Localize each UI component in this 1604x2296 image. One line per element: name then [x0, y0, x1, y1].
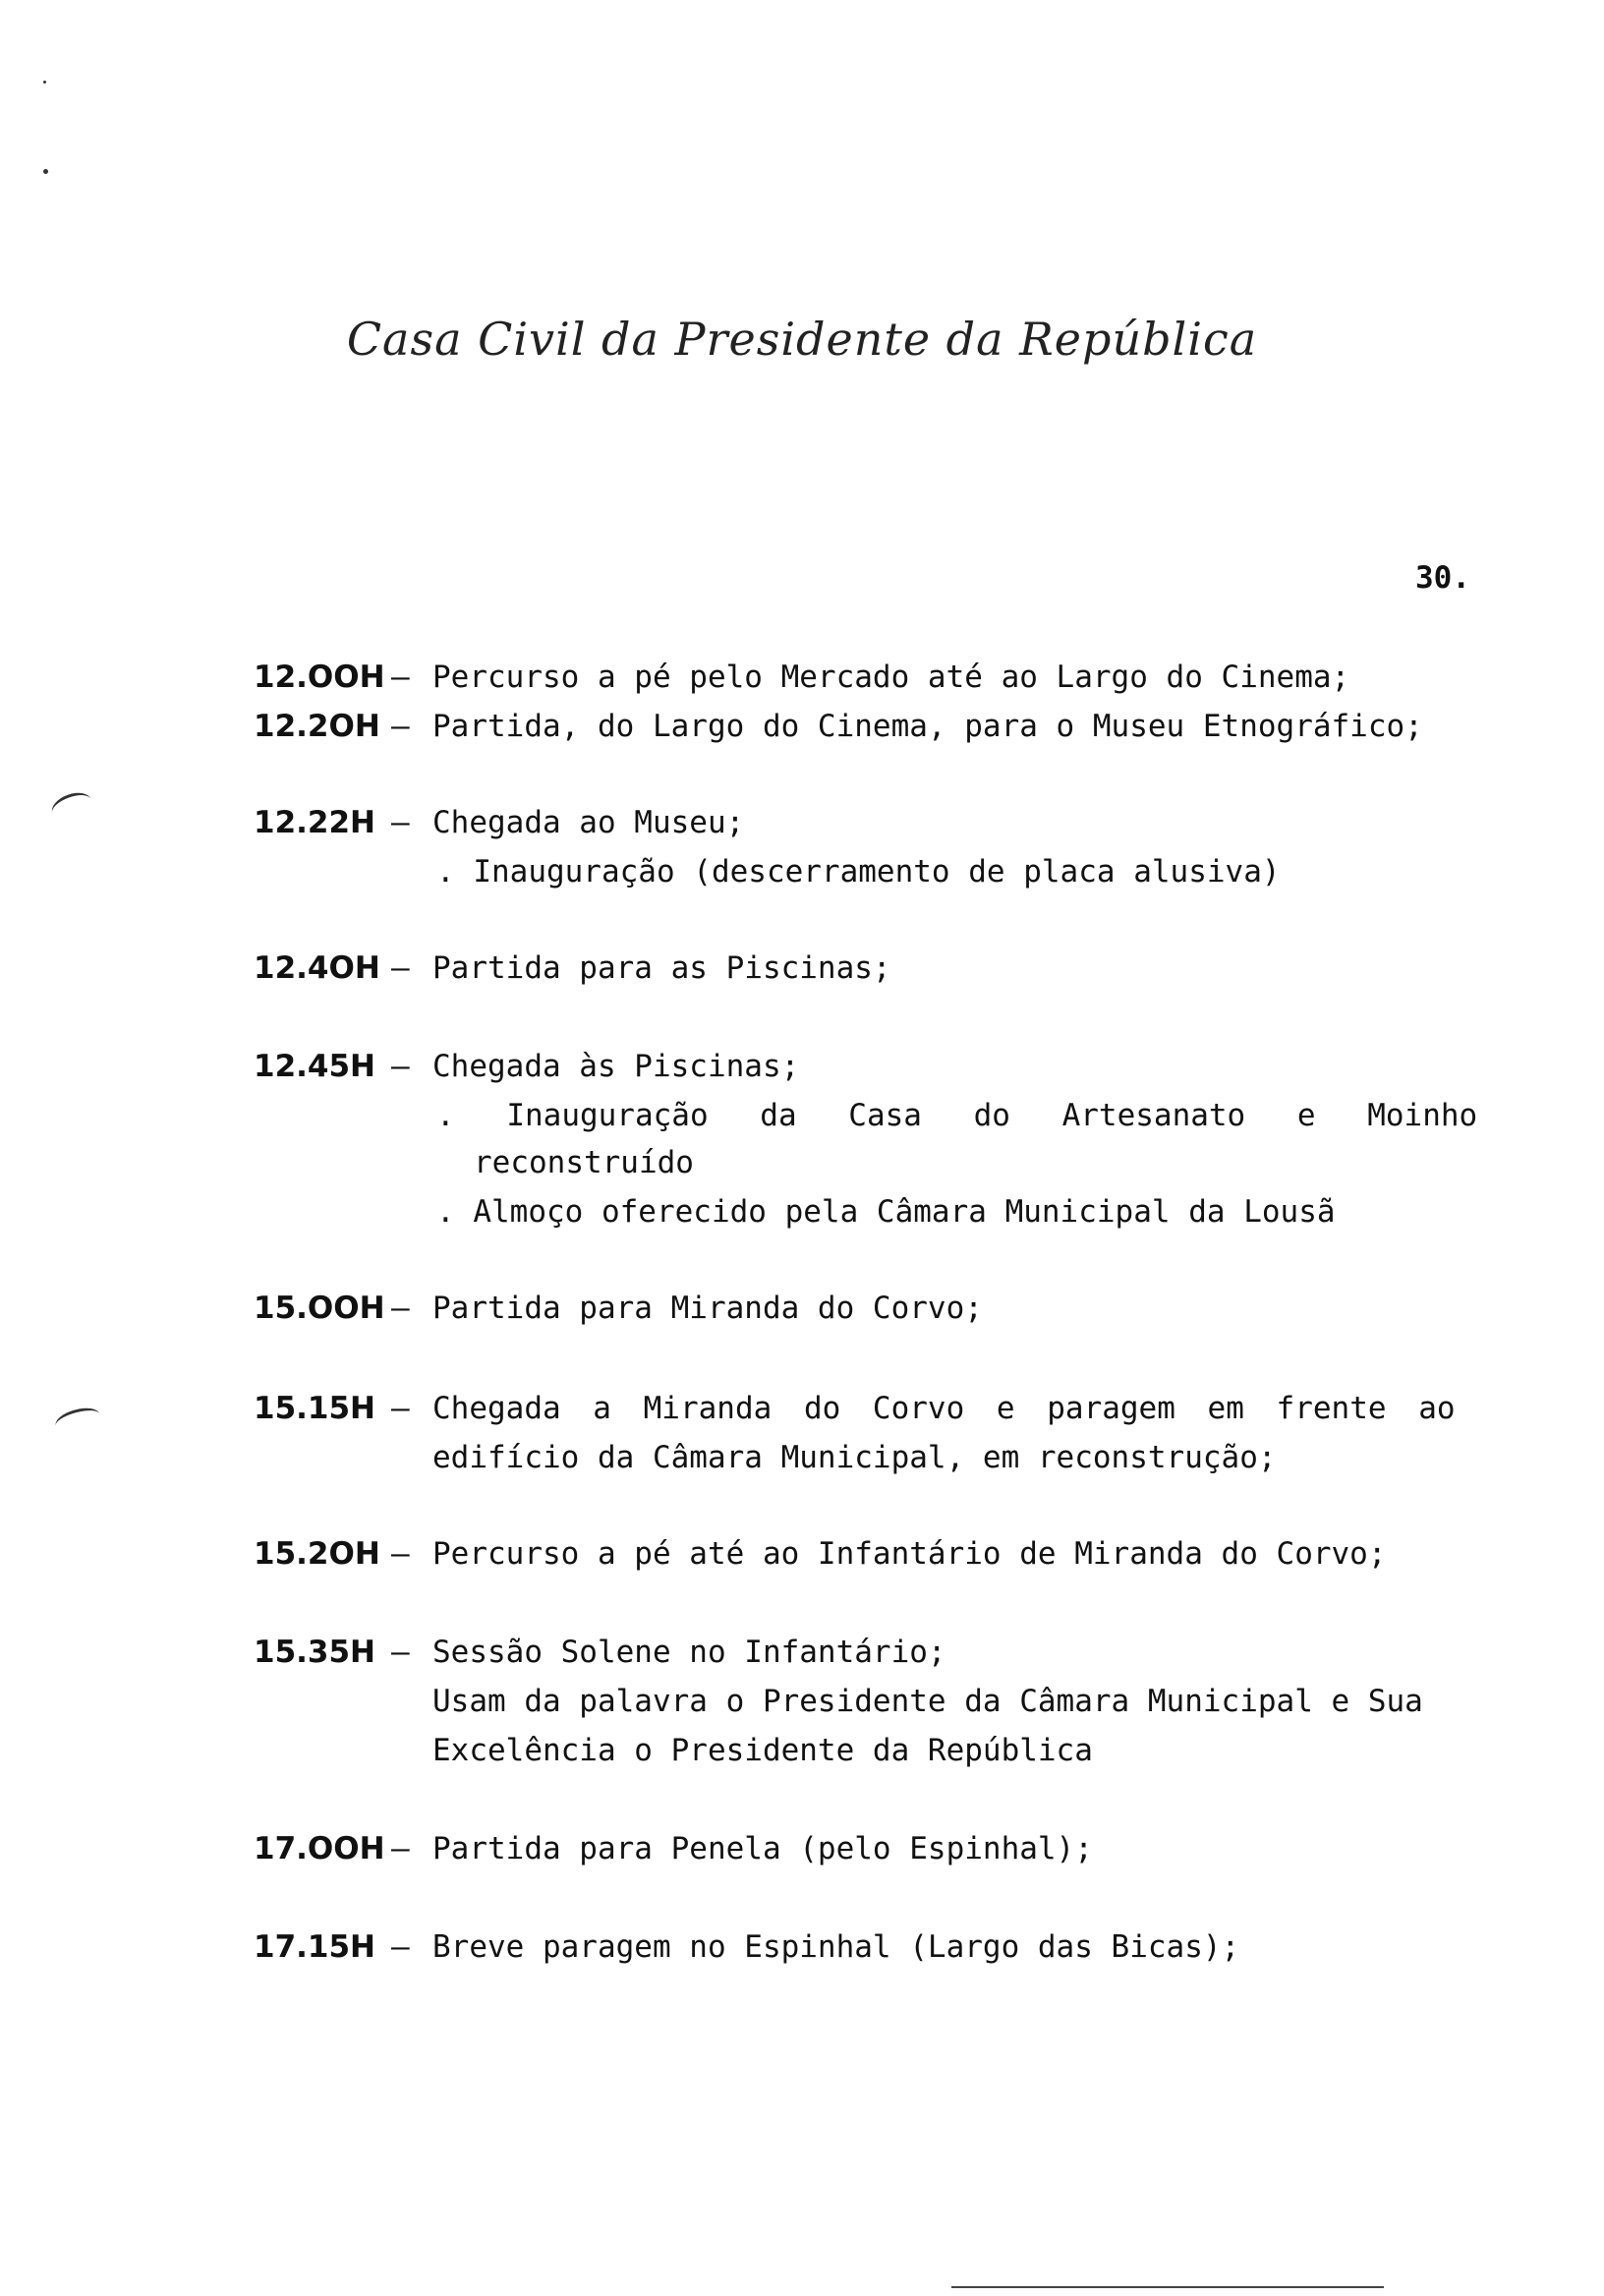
entry-dash: – — [391, 950, 410, 986]
entry-subitem: . Almoço oferecido pela Câmara Municipal da Lousã — [436, 1194, 1336, 1230]
entry-time: 17.OOH — [254, 1831, 385, 1866]
entry-time: 12.45H — [254, 1049, 375, 1084]
binding-mark — [53, 1404, 102, 1435]
entry-text: Partida para Penela (pelo Espinhal); — [432, 1831, 1093, 1866]
entry-time: 12.OOH — [254, 660, 385, 695]
entry-dash: – — [391, 1831, 410, 1866]
entry-text-continued: Excelência o Presidente da República — [432, 1733, 1093, 1768]
entry-dash: – — [391, 1049, 410, 1084]
binding-mark — [48, 788, 95, 826]
footer-rule — [951, 2286, 1384, 2288]
entry-dash: – — [391, 660, 410, 695]
scan-mark — [43, 81, 46, 84]
entry-dash: – — [391, 1536, 410, 1572]
entry-text: Breve paragem no Espinhal (Largo das Bicas); — [432, 1929, 1240, 1965]
entry-dash: – — [391, 1635, 410, 1670]
page-number: 30. — [1415, 560, 1470, 596]
scan-mark — [43, 169, 48, 174]
entry-dash: – — [391, 805, 410, 840]
entry-time: 12.2OH — [254, 709, 380, 744]
entry-text-continued: edifício da Câmara Municipal, em reconstrução; — [432, 1440, 1277, 1475]
entry-text: Percurso a pé até ao Infantário de Miranda do Corvo; — [432, 1536, 1387, 1572]
entry-text: Chegada a Miranda do Corvo e paragem em frente ao — [432, 1391, 1456, 1426]
entry-time: 12.22H — [254, 805, 375, 840]
entry-text: Chegada ao Museu; — [432, 805, 745, 840]
entry-time: 17.15H — [254, 1929, 375, 1965]
entry-dash: – — [391, 709, 410, 744]
entry-text: Percurso a pé pelo Mercado até ao Largo do Cinema; — [432, 660, 1350, 695]
entry-text: Partida para Miranda do Corvo; — [432, 1291, 983, 1326]
entry-time: 15.2OH — [254, 1536, 380, 1572]
entry-dash: – — [391, 1929, 410, 1965]
letterhead-title: Casa Civil da Presidente da República — [346, 313, 1258, 366]
entry-time: 12.4OH — [254, 950, 380, 986]
entry-text: Partida para as Piscinas; — [432, 950, 891, 986]
entry-dash: – — [391, 1391, 410, 1426]
entry-dash: – — [391, 1291, 410, 1326]
entry-text: Chegada às Piscinas; — [432, 1049, 800, 1084]
entry-subitem: . Inauguração (descerramento de placa alusiva) — [436, 854, 1281, 890]
entry-time: 15.35H — [254, 1635, 375, 1670]
entry-text-continued: Usam da palavra o Presidente da Câmara Municipal e Sua — [432, 1684, 1423, 1719]
entry-text: Partida, do Largo do Cinema, para o Museu Etnográfico; — [432, 709, 1423, 744]
entry-subitem-continued: reconstruído — [474, 1145, 694, 1180]
entry-time: 15.OOH — [254, 1291, 385, 1326]
entry-time: 15.15H — [254, 1391, 375, 1426]
entry-subitem: . Inauguração da Casa do Artesanato e Moinho — [436, 1098, 1478, 1133]
entry-text: Sessão Solene no Infantário; — [432, 1635, 946, 1670]
